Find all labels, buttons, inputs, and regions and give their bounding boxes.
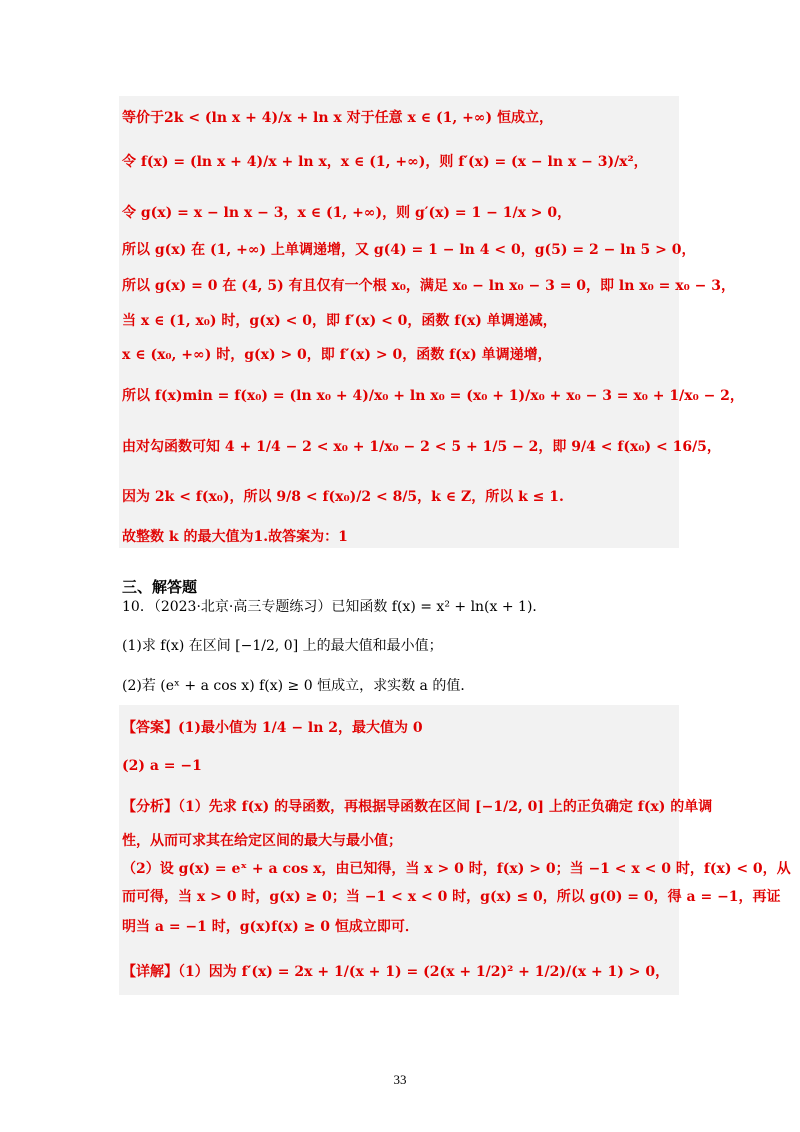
analysis-line-3: （2）设 g(x) = eˣ + a cos x，由已知得，当 x > 0 时，f(x) > 0；当 −1 < x < 0 时，f(x) < 0，从 <box>122 861 791 877</box>
solution-line-1: 等价于2k < (ln x + 4)/x + ln x 对于任意 x ∈ (1, +∞) 恒成立， <box>122 110 553 126</box>
analysis-line-5: 明当 a = −1 时，g(x)f(x) ≥ 0 恒成立即可． <box>122 919 419 935</box>
solution-line-4: 所以 g(x) 在 (1, +∞) 上单调递增，又 g(4) = 1 − ln 4 < 0，g(5) = 2 − ln 5 > 0， <box>122 242 696 258</box>
solution-line-2: 令 f(x) = (ln x + 4)/x + ln x，x ∈ (1, +∞)，则 f′(x) = (x − ln x − 3)/x²， <box>122 154 648 170</box>
solution-line-7: x ∈ (x₀, +∞) 时，g(x) > 0，即 f′(x) > 0，函数 f(x) 单调递增， <box>122 347 552 363</box>
solution-line-10: 因为 2k < f(x₀)，所以 9/8 < f(x₀)/2 < 8/5，k ∈ Z，所以 k ≤ 1. <box>122 489 564 505</box>
solution-line-8: 所以 f(x)min = f(x₀) = (ln x₀ + 4)/x₀ + ln x₀ = (x₀ + 1)/x₀ + x₀ − 3 = x₀ + 1/x₀ − 2， <box>122 388 744 404</box>
page-number: 33 <box>393 1072 407 1087</box>
analysis-line-4: 而可得，当 x > 0 时，g(x) ≥ 0；当 −1 < x < 0 时，g(x) ≤ 0，所以 g(0) = 0，得 a = −1，再证 <box>122 889 781 905</box>
solution-line-9: 由对勾函数可知 4 + 1/4 − 2 < x₀ + 1/x₀ − 2 < 5 + 1/5 − 2，即 9/4 < f(x₀) < 16/5， <box>122 439 721 455</box>
analysis-line-2: 性，从而可求其在给定区间的最大与最小值； <box>122 833 402 849</box>
solution-line-6: 当 x ∈ (1, x₀) 时，g(x) < 0，即 f′(x) < 0，函数 f(x) 单调递减， <box>122 313 557 329</box>
problem-stem: 10．（2023·北京·高三专题练习）已知函数 f(x) = x² + ln(x + 1)． <box>122 599 547 615</box>
answer-line-1: 【答案】(1)最小值为 1/4 − ln 2，最大值为 0 <box>122 720 423 736</box>
analysis-line-1: 【分析】（1）先求 f(x) 的导函数，再根据导函数在区间 [−1/2, 0] 上的正负确定 f(x) 的单调 <box>122 799 713 815</box>
solution-line-5: 所以 g(x) = 0 在 (4, 5) 有且仅有一个根 x₀，满足 x₀ − ln x₀ − 3 = 0，即 ln x₀ = x₀ − 3， <box>122 278 735 294</box>
detail-line-1: 【详解】（1）因为 f′(x) = 2x + 1/(x + 1) = (2(x + 1/2)² + 1/2)/(x + 1) > 0， <box>122 964 670 980</box>
solution-line-11: 故整数 k 的最大值为1.故答案为：1 <box>122 529 348 545</box>
problem-part-1: (1)求 f(x) 在区间 [−1/2, 0] 上的最大值和最小值； <box>122 638 443 654</box>
solution-line-3: 令 g(x) = x − ln x − 3，x ∈ (1, +∞)，则 g′(x) = 1 − 1/x > 0， <box>122 205 572 221</box>
answer-line-2: (2) a = −1 <box>122 758 202 774</box>
problem-part-2: (2)若 (eˣ + a cos x) f(x) ≥ 0 恒成立，求实数 a 的值． <box>122 678 475 694</box>
section-title: 三、解答题 <box>122 578 198 596</box>
